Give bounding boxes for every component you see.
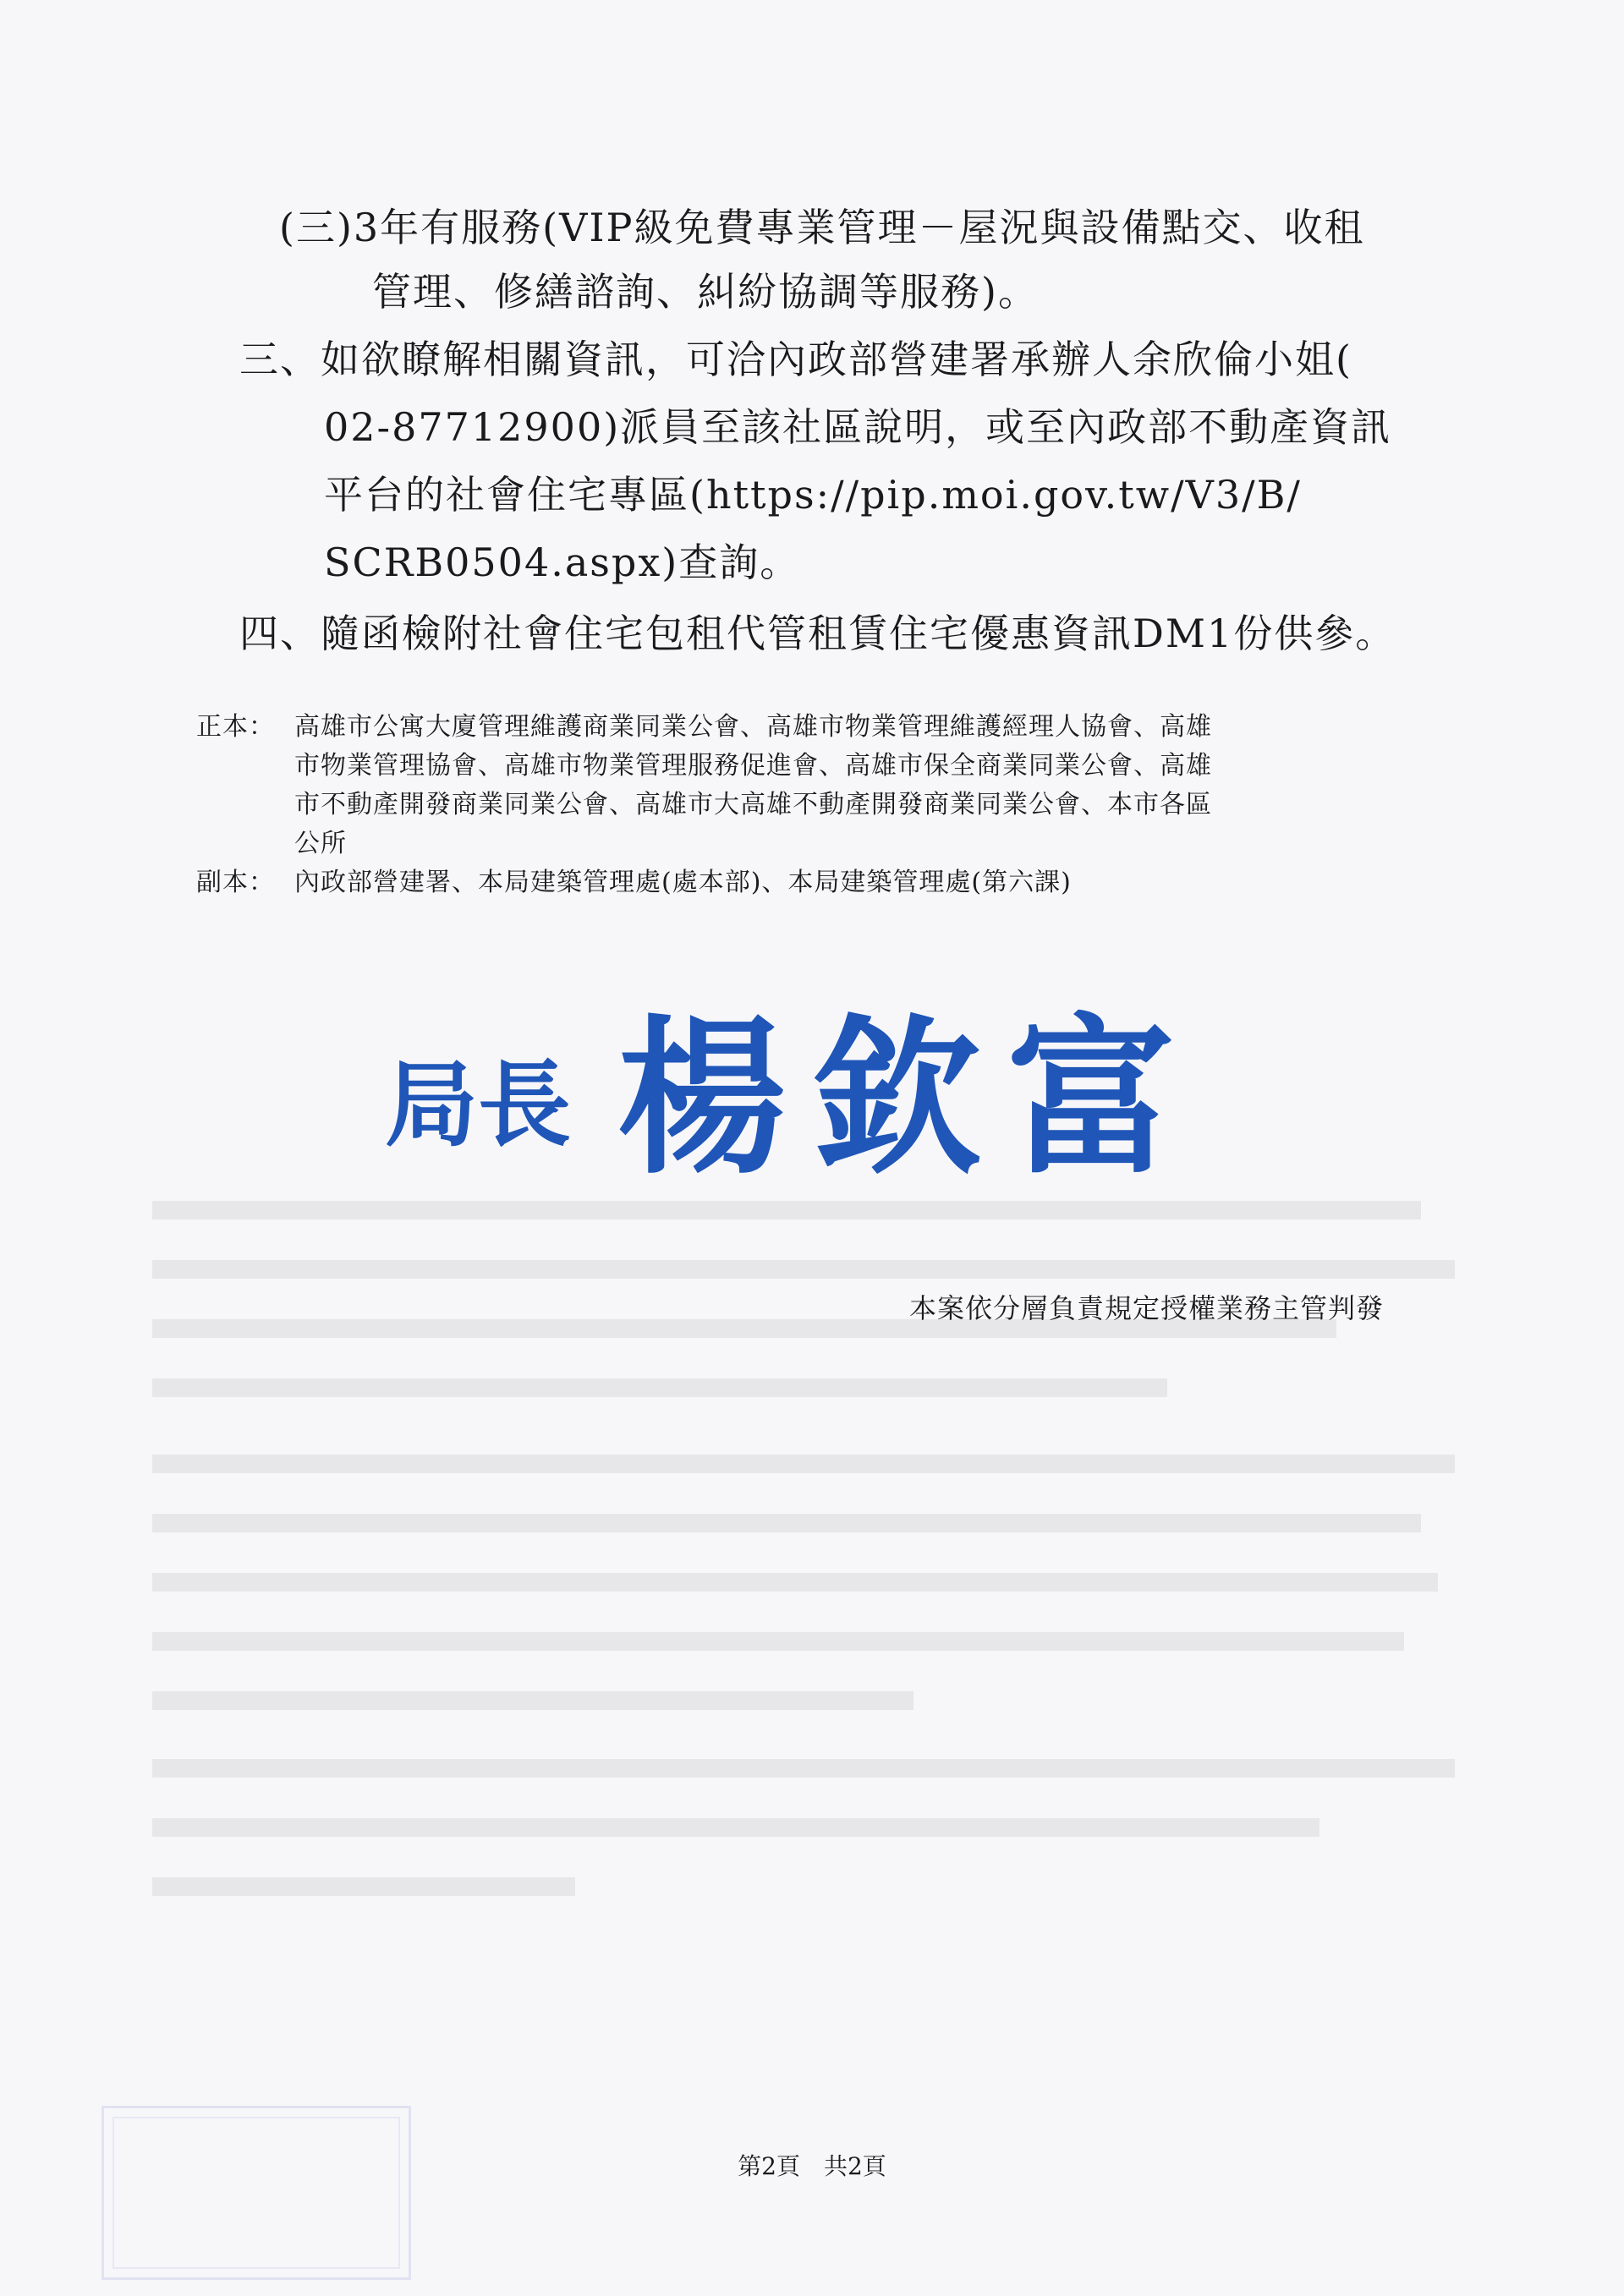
item-4-line-1: 四、隨函檢附社會住宅包租代管租賃住宅優惠資訊DM1份供參。 [239,611,1396,656]
page-number: 第2頁 共2頁 [738,2152,886,2180]
original-label: 正本： [196,712,275,742]
copy-line-1: 內政部營建署、本局建築管理處(處本部)、本局建築管理處(第六課) [294,868,1072,897]
signature-stamp [372,1006,1218,1192]
signature-name: 楊欽富 [617,1006,1202,1192]
paragraph-3-line-2: 管理、修繕諮詢、糾紛協調等服務)。 [372,269,1039,315]
item-3-line-2: 02-87712900)派員至該社區說明，或至內政部不動產資訊 [324,404,1392,450]
received-date-stamp-inner [112,2117,400,2269]
original-line-1: 高雄市公寓大廈管理維護商業同業公會、高雄市物業管理維護經理人協會、高雄 [294,712,1212,742]
paragraph-3-line-1: (三)3年有服務(VIP級免費專業管理－屋況與設備點交、收租 [279,205,1365,250]
copy-label: 副本： [196,868,275,897]
original-line-4: 公所 [294,829,347,858]
authorization-text: 本案依分層負責規定授權業務主管判發 [909,1292,1385,1324]
signature-title: 局長 [385,1050,571,1159]
item-3-line-1: 三、如欲瞭解相關資訊，可洽內政部營建署承辦人余欣倫小姐( [239,337,1352,382]
item-3-line-4: SCRB0504.aspx)查詢。 [324,540,801,585]
original-line-2: 市物業管理協會、高雄市物業管理服務促進會、高雄市保全商業同業公會、高雄 [294,751,1212,781]
signature-stamp-svg [372,1006,1218,1192]
original-line-3: 市不動產開發商業同業公會、高雄市大高雄不動產開發商業同業公會、本市各區 [294,790,1212,819]
received-date-stamp [102,2106,411,2280]
show-through-text [152,1201,1489,2114]
item-3-line-3: 平台的社會住宅專區(https://pip.moi.gov.tw/V3/B/ [324,472,1302,518]
